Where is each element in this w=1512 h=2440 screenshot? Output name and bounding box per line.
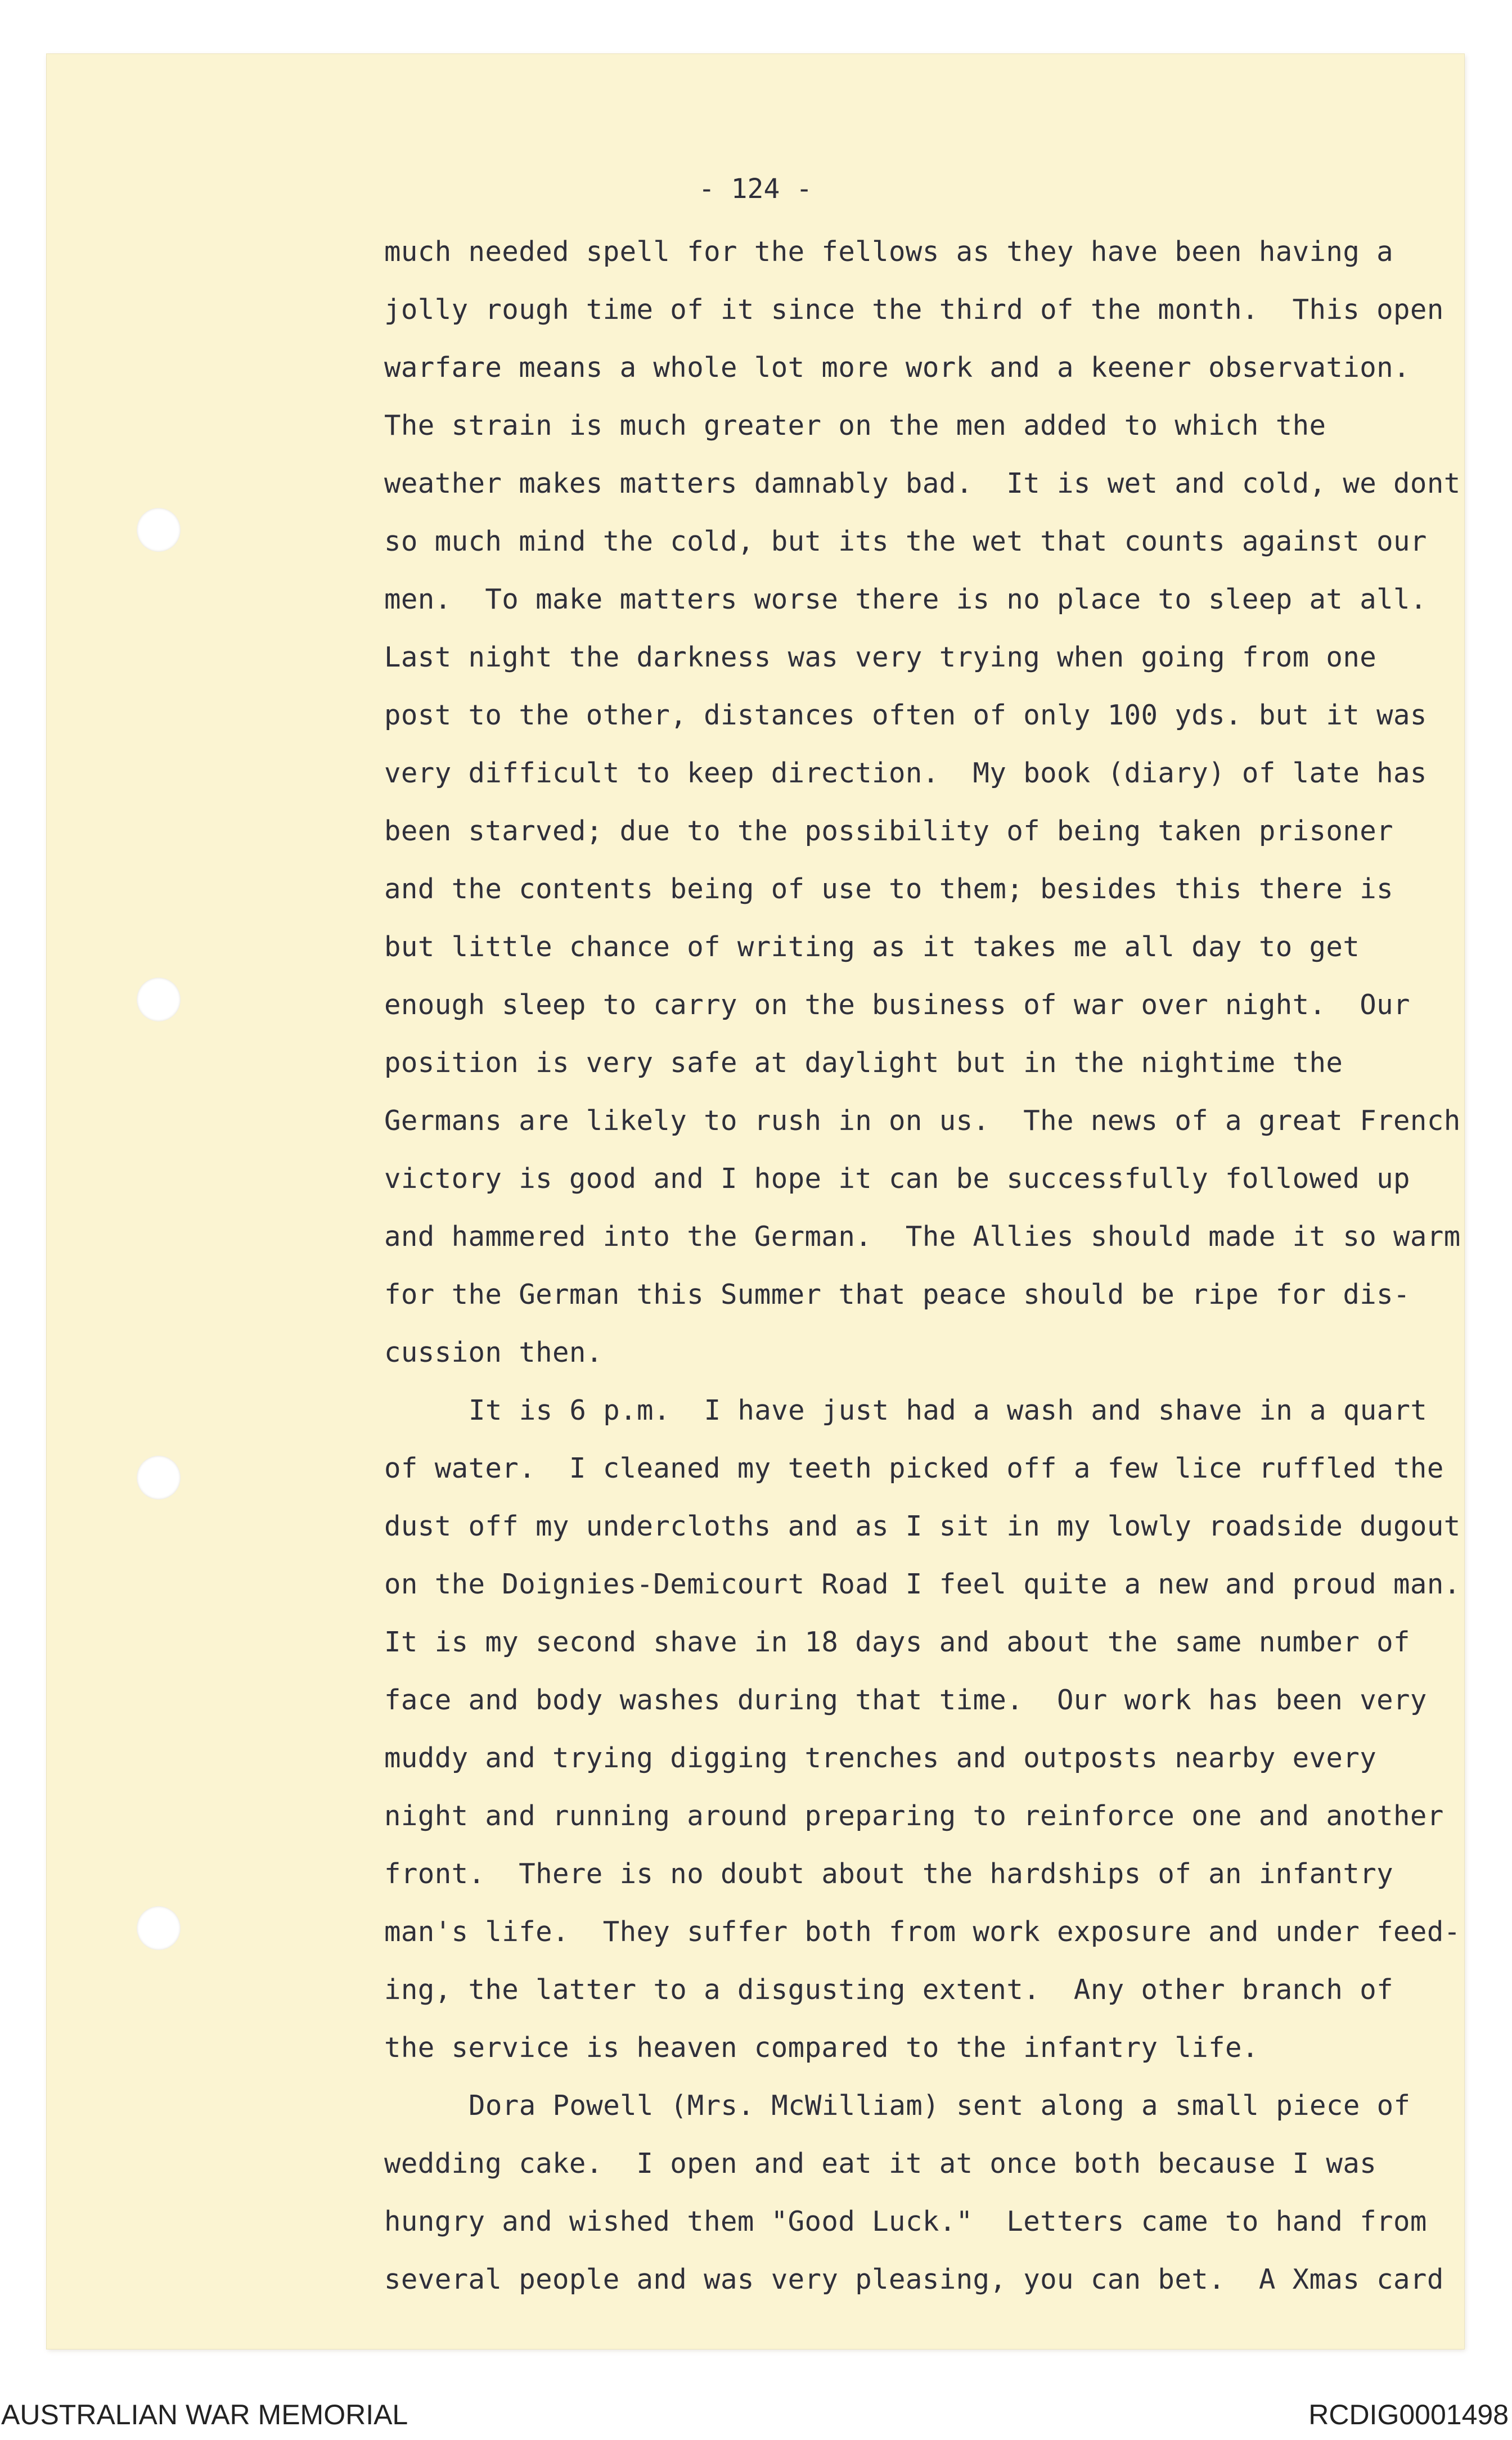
text-line: weather makes matters damnably bad. It is wet and cold, we dont <box>384 467 1461 499</box>
text-line: several people and was very pleasing, you can bet. A Xmas card <box>384 2263 1444 2295</box>
text-line: Dora Powell (Mrs. McWilliam) sent along a small piece of <box>469 2090 1411 2122</box>
page-number: - 124 - <box>698 173 813 205</box>
text-line: Germans are likely to rush in on us. The news of a great French <box>384 1105 1461 1137</box>
diary-page <box>47 54 1464 2349</box>
text-line: enough sleep to carry on the business of war over night. Our <box>384 989 1410 1021</box>
text-line: been starved; due to the possibility of being taken prisoner <box>384 815 1394 847</box>
text-line: warfare means a whole lot more work and a keener observation. <box>384 352 1410 384</box>
typed-text-body <box>384 223 1498 2308</box>
text-line: It is 6 p.m. I have just had a wash and shave in a quart <box>469 1394 1428 1426</box>
text-line: post to the other, distances often of only 100 yds. but it was <box>384 699 1427 731</box>
text-line: muddy and trying digging trenches and outposts nearby every <box>384 1742 1377 1774</box>
text-line: cussion then. <box>384 1336 603 1368</box>
text-line: of water. I cleaned my teeth picked off a few lice ruffled the <box>384 1452 1444 1484</box>
footer-record-id: RCDIG0001498 <box>1308 2399 1509 2430</box>
text-line: man's life. They suffer both from work exposure and under feed- <box>384 1916 1461 1948</box>
text-line: and hammered into the German. The Allies should made it so warm <box>384 1221 1461 1253</box>
footer-archive-name: AUSTRALIAN WAR MEMORIAL <box>1 2399 408 2430</box>
punch-hole <box>137 978 181 1021</box>
text-line: face and body washes during that time. Our work has been very <box>384 1684 1427 1716</box>
text-line: very difficult to keep direction. My book (diary) of late has <box>384 757 1427 789</box>
text-line: position is very safe at daylight but in the nightime the <box>384 1047 1343 1079</box>
text-line: men. To make matters worse there is no place to sleep at all. <box>384 583 1427 615</box>
text-line: on the Doignies-Demicourt Road I feel quite a new and proud man. <box>384 1568 1461 1600</box>
text-line: the service is heaven compared to the infantry life. <box>384 2032 1259 2064</box>
text-line: but little chance of writing as it takes me all day to get <box>384 931 1360 963</box>
text-line: jolly rough time of it since the third of the month. This open <box>384 294 1444 326</box>
punch-hole <box>137 1906 181 1950</box>
text-line: victory is good and I hope it can be successfully followed up <box>384 1163 1410 1195</box>
punch-hole <box>137 508 181 552</box>
text-line: so much mind the cold, but its the wet that counts against our <box>384 525 1427 557</box>
text-line: night and running around preparing to reinforce one and another <box>384 1800 1444 1832</box>
text-line: Last night the darkness was very trying when going from one <box>384 641 1377 673</box>
text-line: much needed spell for the fellows as they have been having a <box>384 236 1394 268</box>
text-line: for the German this Summer that peace should be ripe for dis- <box>384 1278 1410 1311</box>
text-line: wedding cake. I open and eat it at once both because I was <box>384 2148 1377 2180</box>
text-line: The strain is much greater on the men added to which the <box>384 409 1326 442</box>
text-line: and the contents being of use to them; besides this there is <box>384 873 1394 905</box>
text-line: hungry and wished them "Good Luck." Letters came to hand from <box>384 2205 1427 2238</box>
text-line: dust off my undercloths and as I sit in my lowly roadside dugout <box>384 1510 1461 1542</box>
text-line: ing, the latter to a disgusting extent. Any other branch of <box>384 1974 1394 2006</box>
text-line: front. There is no doubt about the hardships of an infantry <box>384 1858 1394 1890</box>
text-line: It is my second shave in 18 days and about the same number of <box>384 1626 1410 1658</box>
punch-hole <box>137 1456 181 1500</box>
